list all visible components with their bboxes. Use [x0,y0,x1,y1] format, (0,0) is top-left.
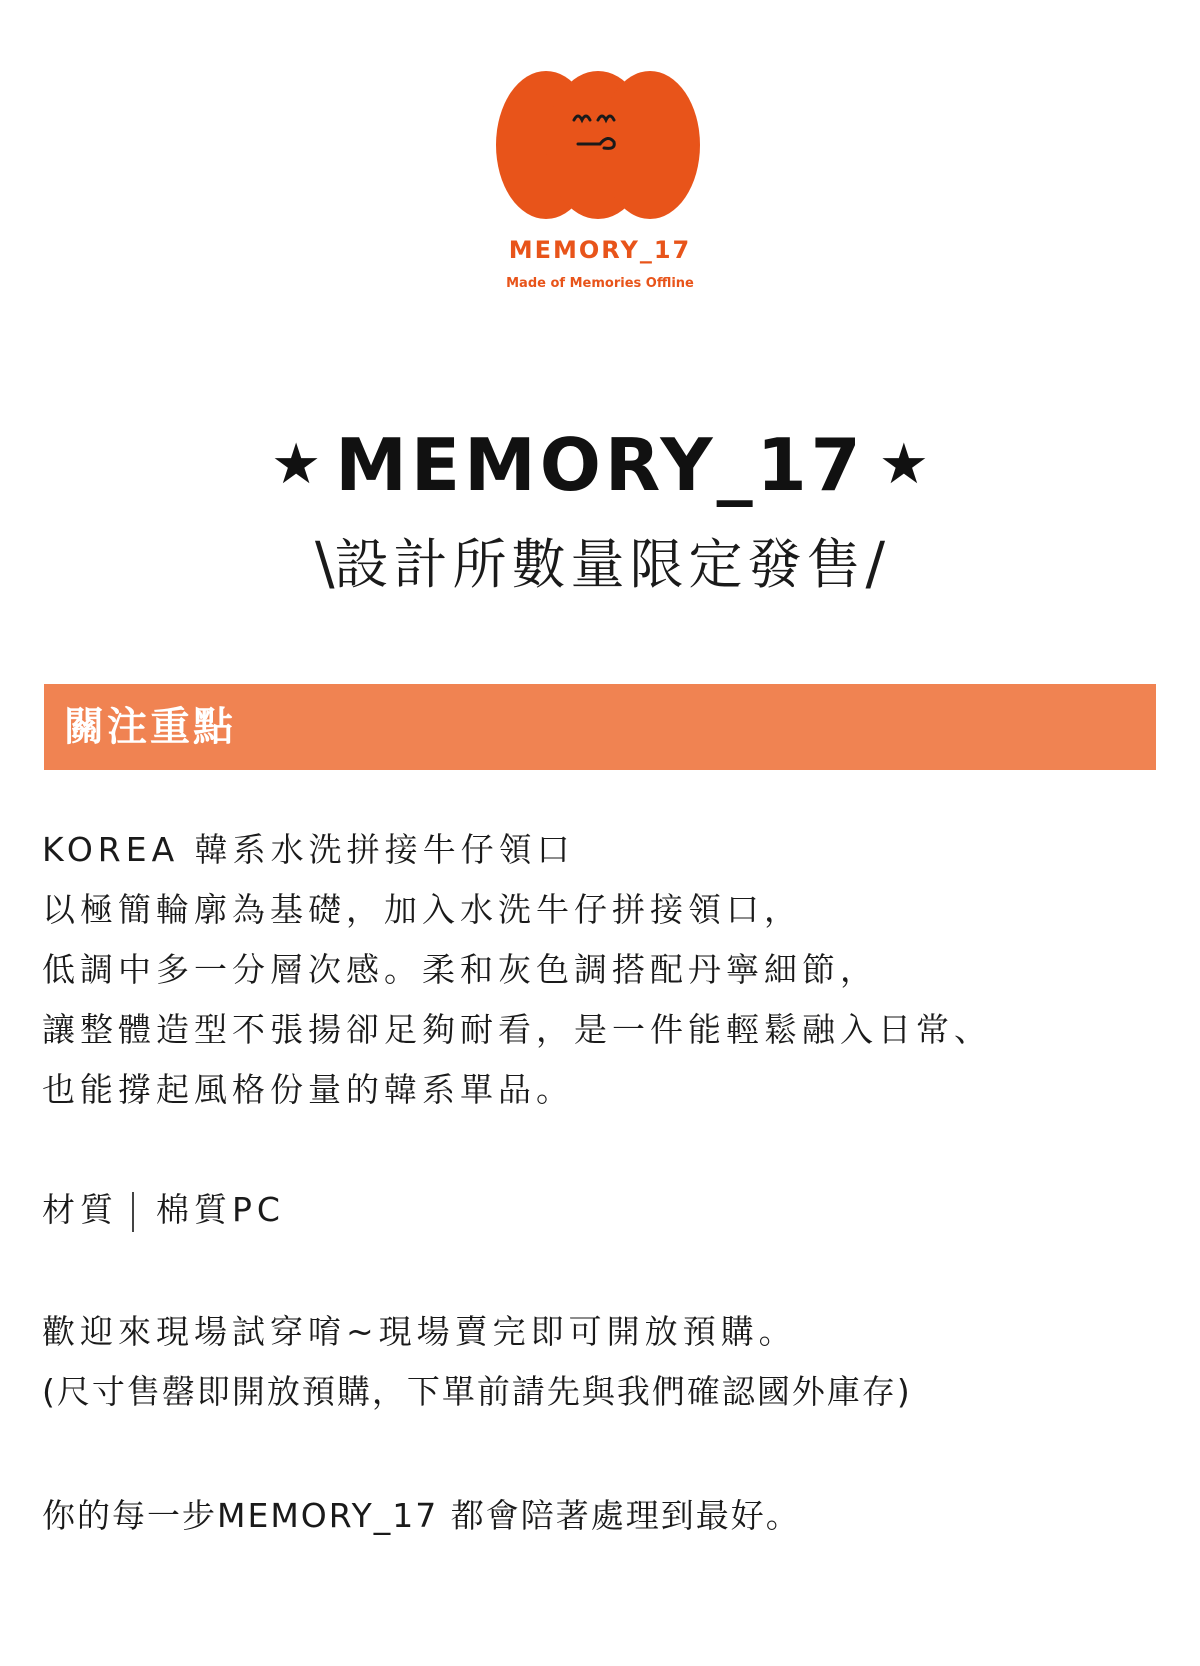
subheadline-text: 設計所數量限定發售 [334,533,866,596]
brand-logo [488,70,712,300]
slash-mark: / [865,529,886,597]
star-icon: ★ [878,432,929,497]
material-value: 棉質PC [156,1190,285,1229]
logo-tagline: Made of Memories Offline [506,276,694,291]
star-icon: ★ [271,432,322,497]
material-info [42,1180,1162,1240]
section-header-bar [44,684,1156,770]
notice-line: (尺寸售罄即開放預購，下單前請先與我們確認國外庫存) [42,1372,912,1411]
closing-line: 你的每一步MEMORY_17 都會陪著處理到最好。 [42,1496,801,1535]
notice-line: 歡迎來現場試穿唷~現場賣完即可開放預購。 [42,1312,797,1351]
description-line: 也能撐起風格份量的韓系單品。 [42,1070,574,1109]
description-line: 低調中多一分層次感。柔和灰色調搭配丹寧細節， [42,950,878,989]
subheadline [0,528,1200,600]
headline [0,420,1200,510]
section-header-label: 關注重點 [64,704,236,750]
description-line: KOREA 韓系水洗拼接牛仔領口 [42,830,575,869]
material-label: 材質 [42,1190,118,1229]
backslash-mark: \ [314,529,335,597]
preorder-notice [42,1302,1162,1422]
product-description [42,820,1162,1120]
divider [132,1192,134,1232]
description-line: 讓整體造型不張揚卻足夠耐看，是一件能輕鬆融入日常、 [42,1010,992,1049]
mme-face-icon [496,70,700,220]
headline-title: MEMORY_17 [335,423,865,507]
closing-message [42,1486,1162,1546]
logo-wordmark: MEMORY_17 [508,236,692,264]
description-line: 以極簡輪廓為基礎，加入水洗牛仔拼接領口， [42,890,802,929]
